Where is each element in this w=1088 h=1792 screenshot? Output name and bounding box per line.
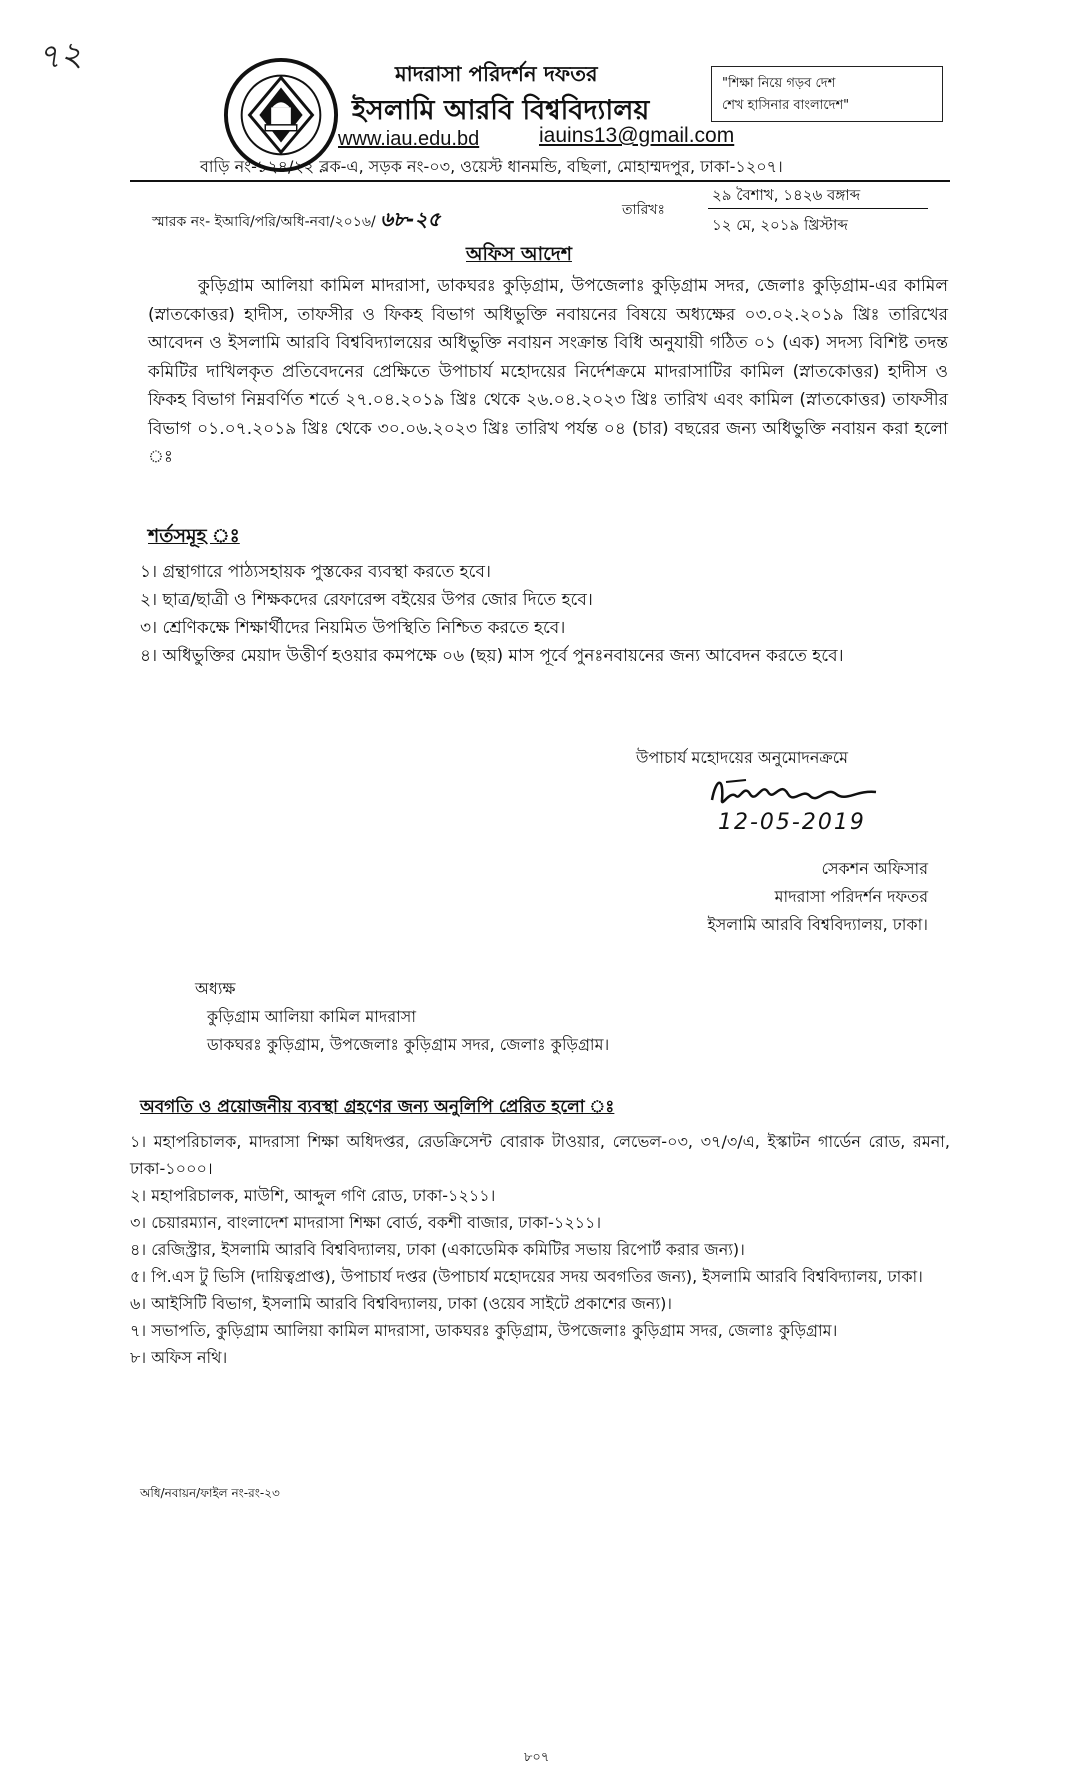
date-english: ১২ মে, ২০১৯ খ্রিস্টাব্দ (712, 216, 848, 234)
email-link[interactable]: iauins13@gmail.com (539, 124, 735, 147)
condition-item: ৪। অধিভুক্তির মেয়াদ উত্তীর্ণ হওয়ার কমপক্ষে ০৬ (ছয়) মাস পূর্বে পুনঃনবায়নের জন্য আবেদন করতে হবে। (140, 646, 844, 666)
order-body: কুড়িগ্রাম আলিয়া কামিল মাদরাসা, ডাকঘরঃ কুড়িগ্রাম, উপজেলাঃ কুড়িগ্রাম সদর, জেলাঃ কুড়িগ্রাম-এর কামিল (স্নাতকোত্তর) হাদীস, তাফসীর ও ফিকহ বিভাগ অধিভুক্তি নবায়নের বিষয়ে অধ্যক্ষের ০৩.০২.২০১৯ খ্রিঃ তারিখের আবেদন ও ইসলামি আরবি বিশ্ববিদ্যালয়ের অধিভুক্তি নবায়ন সংক্রান্ত বিধি অনুযায়ী গঠিত ০১ (এক) সদস্য বিশিষ্ট তদন্ত কমিটির দাখিলকৃত প্রতিবেদনের প্রেক্ষিতে উপাচার্য মহোদয়ের নির্দেশক্রমে মাদরাসাটির কামিল (স্নাতকোত্তর) হাদীস ও ফিকহ বিভাগ নিম্নবর্ণিত শর্তে ২৭.০৪.২০১৯ খ্রিঃ থেকে ২৬.০৪.২০২৩ খ্রিঃ তারিখ এবং কামিল (স্নাতকোত্তর) তাফসীর বিভাগ ০১.০৭.২০১৯ খ্রিঃ থেকে ৩০.০৬.২০২৩ খ্রিঃ তারিখ পর্যন্ত ০৪ (চার) বছরের জন্য অধিভুক্তি নবায়ন করা হলো ঃ (148, 276, 948, 467)
copy-item: ৩। চেয়ারম্যান, বাংলাদেশ মাদরাসা শিক্ষা বোর্ড, বকশী বাজার, ঢাকা-১২১১। (130, 1213, 602, 1232)
website-link[interactable]: www.iau.edu.bd (338, 128, 480, 150)
file-reference: অধি/নবায়ন/ফাইল নং-রং-২৩ (140, 1486, 280, 1500)
memo-reference (152, 205, 440, 238)
recipient-institution: কুড়িগ্রাম আলিয়া কামিল মাদরাসা (207, 1007, 416, 1026)
memo-reference-number: ৬৮-২৫ (380, 207, 441, 231)
office-address: বাড়ি নং-১২৪/২২ ব্লক-এ, সড়ক নং-০৩, ওয়েস্ট ধানমন্ডি, বছিলা, মোহাম্মদপুর, ঢাকা-১২০৭। (200, 157, 783, 176)
condition-item: ১। গ্রন্থাগারে পাঠ্যসহায়ক পুস্তকের ব্যবস্থা করতে হবে। (140, 562, 491, 582)
date-bangla: ২৯ বৈশাখ, ১৪২৬ বঙ্গাব্দ (712, 186, 861, 204)
memo-reference-label: স্মারক নং- ইআবি/পরি/অধি-নবা/২০১৬/ (152, 214, 376, 230)
approval-note: উপাচার্য মহোদয়ের অনুমোদনক্রমে (636, 748, 849, 767)
copies-title: অবগতি ও প্রয়োজনীয় ব্যবস্থা গ্রহণের জন্য অনুলিপি প্রেরিত হলো ঃ (140, 1097, 615, 1117)
handwritten-signature (706, 770, 886, 814)
header-divider (130, 180, 950, 182)
signature-date: 12-05-2019 (718, 810, 866, 835)
order-heading: অফিস আদেশ (466, 243, 572, 265)
handwritten-page-mark: ৭২ (35, 33, 84, 79)
copy-item: ৪। রেজিস্ট্রার, ইসলামি আরবি বিশ্ববিদ্যালয়, ঢাকা (একাডেমিক কমিটির সভায় রিপোর্ট করার জন্য)। (130, 1240, 745, 1259)
signatory-designation: সেকশন অফিসার (821, 859, 928, 878)
copy-item: ২। মহাপরিচালক, মাউশি, আব্দুল গণি রোড, ঢাকা-১২১১। (130, 1186, 496, 1205)
copy-item: ১। মহাপরিচালক, মাদরাসা শিক্ষা অধিদপ্তর, রেডক্রিসেন্ট বোরাক টাওয়ার, লেভেল-০৩, ৩৭/৩/এ, ইস্কাটন গার্ডেন রোড, রমনা, ঢাকা-১০০০। (130, 1132, 950, 1178)
date-label: তারিখঃ (622, 202, 665, 218)
office-name: মাদরাসা পরিদর্শন দফতর (395, 62, 598, 86)
signatory-university: ইসলামি আরবি বিশ্ববিদ্যালয়, ঢাকা। (707, 915, 928, 934)
copy-item: ৭। সভাপতি, কুড়িগ্রাম আলিয়া কামিল মাদরাসা, ডাকঘরঃ কুড়িগ্রাম, উপজেলাঃ কুড়িগ্রাম সদর, জেলাঃ কুড়িগ্রাম। (130, 1321, 838, 1340)
slogan-box (711, 66, 943, 122)
copies-list (130, 1128, 950, 1371)
page-number: ৮০৭ (524, 1750, 550, 1765)
copy-item: ৫। পি.এস টু ভিসি (দায়িত্বপ্রাপ্ত), উপাচার্য দপ্তর (উপাচার্য মহোদয়ের সদয় অবগতির জন্য), ইসলামি আরবি বিশ্ববিদ্যালয়, ঢাকা। (130, 1267, 923, 1286)
slogan-line-1: "শিক্ষা নিয়ে গড়ব দেশ (722, 76, 836, 91)
university-name: ইসলামি আরবি বিশ্ববিদ্যালয় (352, 95, 650, 126)
date-divider (708, 208, 928, 209)
condition-item: ২। ছাত্র/ছাত্রী ও শিক্ষকদের রেফারেন্স বইয়ের উপর জোর দিতে হবে। (140, 590, 593, 610)
condition-item: ৩। শ্রেণিকক্ষে শিক্ষার্থীদের নিয়মিত উপস্থিতি নিশ্চিত করতে হবে। (140, 618, 566, 638)
signatory-block (670, 855, 928, 939)
signatory-office: মাদরাসা পরিদর্শন দফতর (774, 887, 928, 906)
recipient-block (195, 975, 609, 1059)
recipient-address: ডাকঘরঃ কুড়িগ্রাম, উপজেলাঃ কুড়িগ্রাম সদর, জেলাঃ কুড়িগ্রাম। (207, 1035, 610, 1054)
copy-item: ৮। অফিস নথি। (130, 1348, 228, 1367)
conditions-title: শর্তসমূহ ঃ (148, 525, 240, 547)
recipient-title: অধ্যক্ষ (195, 979, 236, 998)
conditions-list (140, 558, 844, 670)
slogan-line-2: শেখ হাসিনার বাংলাদেশ" (722, 98, 850, 113)
copy-item: ৬। আইসিটি বিভাগ, ইসলামি আরবি বিশ্ববিদ্যালয়, ঢাকা (ওয়েব সাইটে প্রকাশের জন্য)। (130, 1294, 673, 1313)
